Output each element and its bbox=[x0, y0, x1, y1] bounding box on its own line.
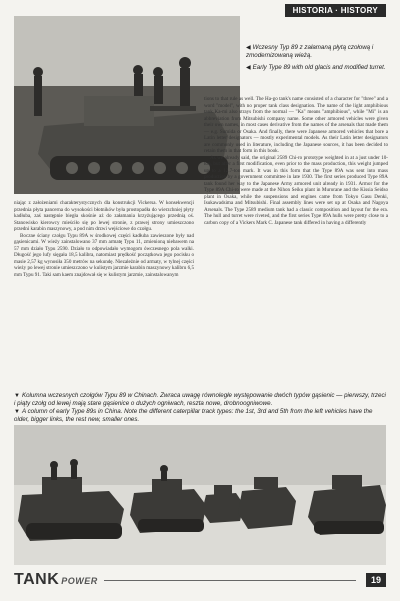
paragraph: tions to that rule as well. The Ha-go tank's name consisted of a character for "three" and a word "model", with no proper tank class designation. The name of the light amphibious tank Ka-mi also strays from the normal — "Ka" means "amphibious", while "Mi" is an abbreviation from Mitsubishi company name. Some other armored vehicles were given their own names, in most cases derivative from the names of the arsenals that made them — e.g. Sumida or Osaka. And finally, there were Japanese armored vehicles that bore a Latin letter designators — mostly experimental models. As their Latin letter designators are commonly used in literature, including the Japanese sources, it has been decided to retain them in that form in this book. bbox=[204, 96, 388, 154]
triangle-left-icon: ◀ bbox=[246, 65, 251, 71]
tankpower-logo: TANK POWER bbox=[14, 571, 98, 588]
caption-top-english: ◀ Early Type 89 with old glacis and modified turret. bbox=[246, 64, 386, 71]
footer-divider bbox=[104, 580, 356, 581]
paragraph: Boczne ściany czołgu Typu 89A w środkowej części kadłuba zawieszone były nad gąsienicami. W wieży zainstalowano 37 mm armatę Typu 11, zmienioną niebawem na 57 mm działo Typu 2590. Działo to odpowiadało wymogom ówczesnego pola walki. Długość jego lufy sięgała 18,5 kalibra, natomiast prędkość początkowa jego pocisku o masie 2,57 kg wynosiła 350 metrów na sekundę. Niezależnie od armaty, w tylnej części wieży po lewej stronie umieszczono w kulistym jarzmie karabin maszynowy kalibru 6,5 mm Typu 91. Taki sam kaem znajdował się w kulistym jarzmie, zainstalowanym bbox=[14, 232, 194, 278]
caption-bottom-english: ▼ A column of early Type 89s in China. Note the different caterpillar track types: the 1st, 3rd and 5th from the left vehicles have the older, bigger links, the rest new, smaller ones. bbox=[14, 408, 373, 423]
section-tag: HISTORIA · HISTORY bbox=[285, 4, 386, 17]
caption-top-polish: ◀ Wczesny Typ 89 z załamaną płytą czołową i zmodernizowaną wieżą. bbox=[246, 44, 374, 59]
paragraph: niając z założeniami charakterystycznych dla konstrukcji Vickersa. W konsekwencji przednia płyta pancerna do wysokości błotników była prostopadła do wierzchniej płyty kadłuba, zaś następnie biegła skośnie aż do załamania krzyżującego przednią oś. Stanowisko kierowcy mieściło się po lewej stronie, z prawej strony umieszczono przedni karabin maszynowy, a pod nim drzwi wejściowe do czołgu. bbox=[14, 200, 194, 232]
photo-tank-column bbox=[14, 425, 386, 565]
article-column-polish bbox=[14, 200, 194, 278]
paragraph: As we already said, the original 2589 Chi-ro prototype weighted in at a just under 10-ton, but after a first modification, even prior to the mass production, this weight jumped up to a 12.7-ton mark. It was in this form that the Type 89A was sent into mass production by a government committee in late 1930. The first series produced Type 89A tank found her way to the Japanese Army armored unit already in 1931. Armor for the Type 89A Chi-ro were made at the Nihon Seiku plant in Muroranе and the Kissia Seidso plant in Osaka, while the suspensions and engines came from Tokyo Gasu Denki, Isukawadsima and Mitsubishi. Final assembly lines were set up at Osaka and Nagoya Arsenals. The Type 2589 medium tank had a classic composition and layout for the era. The hull and turret were riveted, and the first series Type 89A hulls were pretty close to a carbon copy of a Vickers Mark C. Japanese tank differed in having a differently bbox=[204, 154, 388, 226]
triangle-down-icon: ▼ bbox=[14, 393, 20, 399]
article-column-english bbox=[204, 96, 388, 226]
page-number: 19 bbox=[366, 573, 386, 587]
triangle-down-icon: ▼ bbox=[14, 409, 20, 415]
tank-column-illustration bbox=[14, 425, 386, 565]
page-footer bbox=[14, 571, 386, 591]
caption-bottom-polish: ▼ Kolumna wczesnych czołgów Typu 89 w Chinach. Zwraca uwagę równoległe występowanie dwóch typów gąsienic — pierwszy, trzeci i piąty czołg od lewej mają stare gąsienice o dużych ogniwach, reszta nowe, drobnoogniwowe. bbox=[14, 392, 386, 407]
triangle-left-icon: ◀ bbox=[246, 45, 251, 51]
